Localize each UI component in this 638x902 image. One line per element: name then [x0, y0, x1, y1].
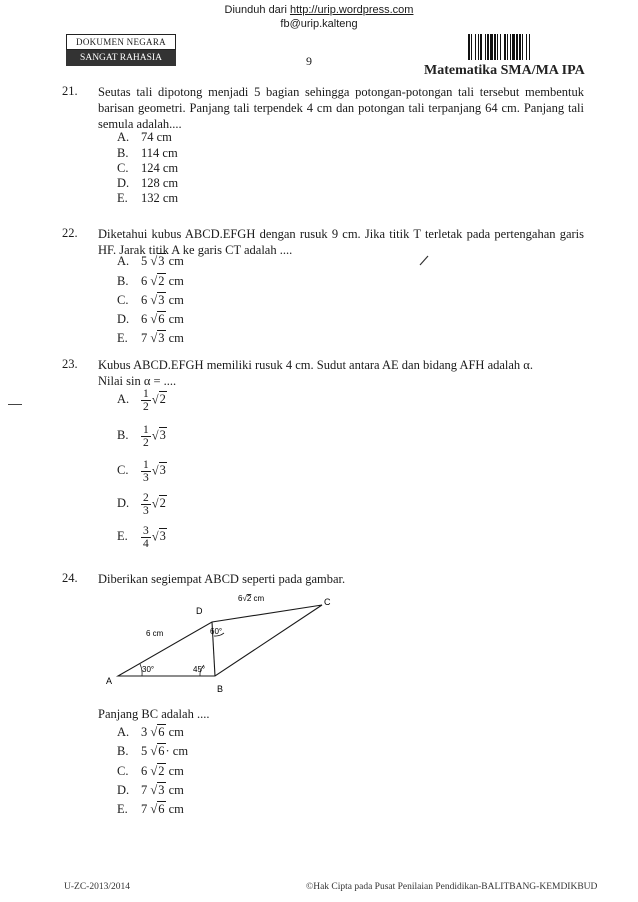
download-link[interactable]: http://urip.wordpress.com [289, 4, 414, 16]
option-d: D. 7 √3 cm [117, 783, 184, 797]
download-source [0, 4, 638, 16]
question-number: 22. [62, 226, 78, 240]
secret-label: SANGAT RAHASIA [66, 50, 176, 66]
option-d: D. 128 cm [117, 176, 179, 190]
barcode-stripe [530, 34, 531, 60]
vertex-label-d: D [196, 606, 203, 616]
option-c: C. $\frac{1}{3}$ √3 [117, 459, 166, 484]
question-text: Diketahui kubus ABCD.EFGH dengan rusuk 9 cm. Jika titik T terletak pada pertengahan garis HF. Jarak titik A ke garis CT adalah .... [98, 227, 584, 257]
question-text: Kubus ABCD.EFGH memiliki rusuk 4 cm. Sudut antara AE dan bidang AFH adalah α. [98, 358, 533, 372]
question-number: 21. [62, 84, 78, 98]
vertex-label-c: C [324, 597, 331, 607]
question-number: 24. [62, 571, 78, 585]
side-label-ad: 6 cm [146, 629, 164, 638]
option-a: A. $\frac{1}{2}$ √2 [117, 388, 166, 413]
vertex-label-b: B [217, 684, 224, 694]
option-e: E. $\frac{3}{4}$ √3 [117, 525, 166, 550]
option-e: E. 7 √6 cm [117, 802, 184, 816]
pencil-mark [418, 254, 430, 266]
option-b: B. 114 cm [117, 146, 178, 160]
option-d: D. 6 √6 cm [117, 312, 184, 326]
question-text: Diberikan segiempat ABCD seperti pada gambar. [98, 572, 346, 586]
option-a: A. 3 √6 cm [117, 725, 184, 739]
copyright: ©Hak Cipta pada Pusat Penilaian Pendidikan-BALITBANG-KEMDIKBUD [306, 882, 598, 892]
barcode [468, 34, 586, 60]
option-a: A. 5 √3 cm [117, 254, 184, 268]
facebook-contact: fb@urip.kalteng [280, 18, 358, 30]
quadrilateral-figure [100, 588, 340, 698]
vertex-label-a: A [106, 676, 113, 686]
page-number: 9 [306, 54, 312, 68]
doc-label: DOKUMEN NEGARA [66, 34, 176, 50]
option-d: D. $\frac{2}{3}$ √2 [117, 492, 166, 517]
angle-label-d: 60° [210, 627, 223, 636]
option-e: E. 7 √3 cm [117, 331, 184, 345]
option-b: B. 5 √6· cm [117, 744, 189, 758]
option-e: E. 132 cm [117, 191, 179, 205]
option-c: C. 6 √2 cm [117, 764, 184, 778]
option-c: C. 124 cm [117, 161, 179, 175]
question-text: Seutas tali dipotong menjadi 5 bagian sehingga potongan-potongan tali tersebut membentuk barisan geometri. Panjang tali terpendek 4 cm dan potongan tali terpanjang 64 cm. Panjang tali semula adalah.... [98, 85, 584, 131]
angle-label-a: 30° [142, 665, 155, 674]
download-prefix: Diunduh dari [224, 4, 290, 16]
exam-code: U-ZC-2013/2014 [64, 882, 130, 892]
question-text-2: Panjang BC adalah .... [98, 707, 210, 721]
subject-title: Matematika SMA/MA IPA [424, 63, 585, 78]
option-b: B. 6 √2 cm [117, 274, 184, 288]
option-b: B. $\frac{1}{2}$ √3 [117, 424, 166, 449]
angle-label-b: 45° [193, 665, 206, 674]
margin-mark [8, 404, 22, 405]
side-label-dc: 6√2 cm [238, 594, 265, 603]
option-c: C. 6 √3 cm [117, 293, 184, 307]
option-a: A. 74 cm [117, 130, 172, 144]
question-number: 23. [62, 357, 78, 371]
question-text-2: Nilai sin α = .... [98, 374, 177, 388]
